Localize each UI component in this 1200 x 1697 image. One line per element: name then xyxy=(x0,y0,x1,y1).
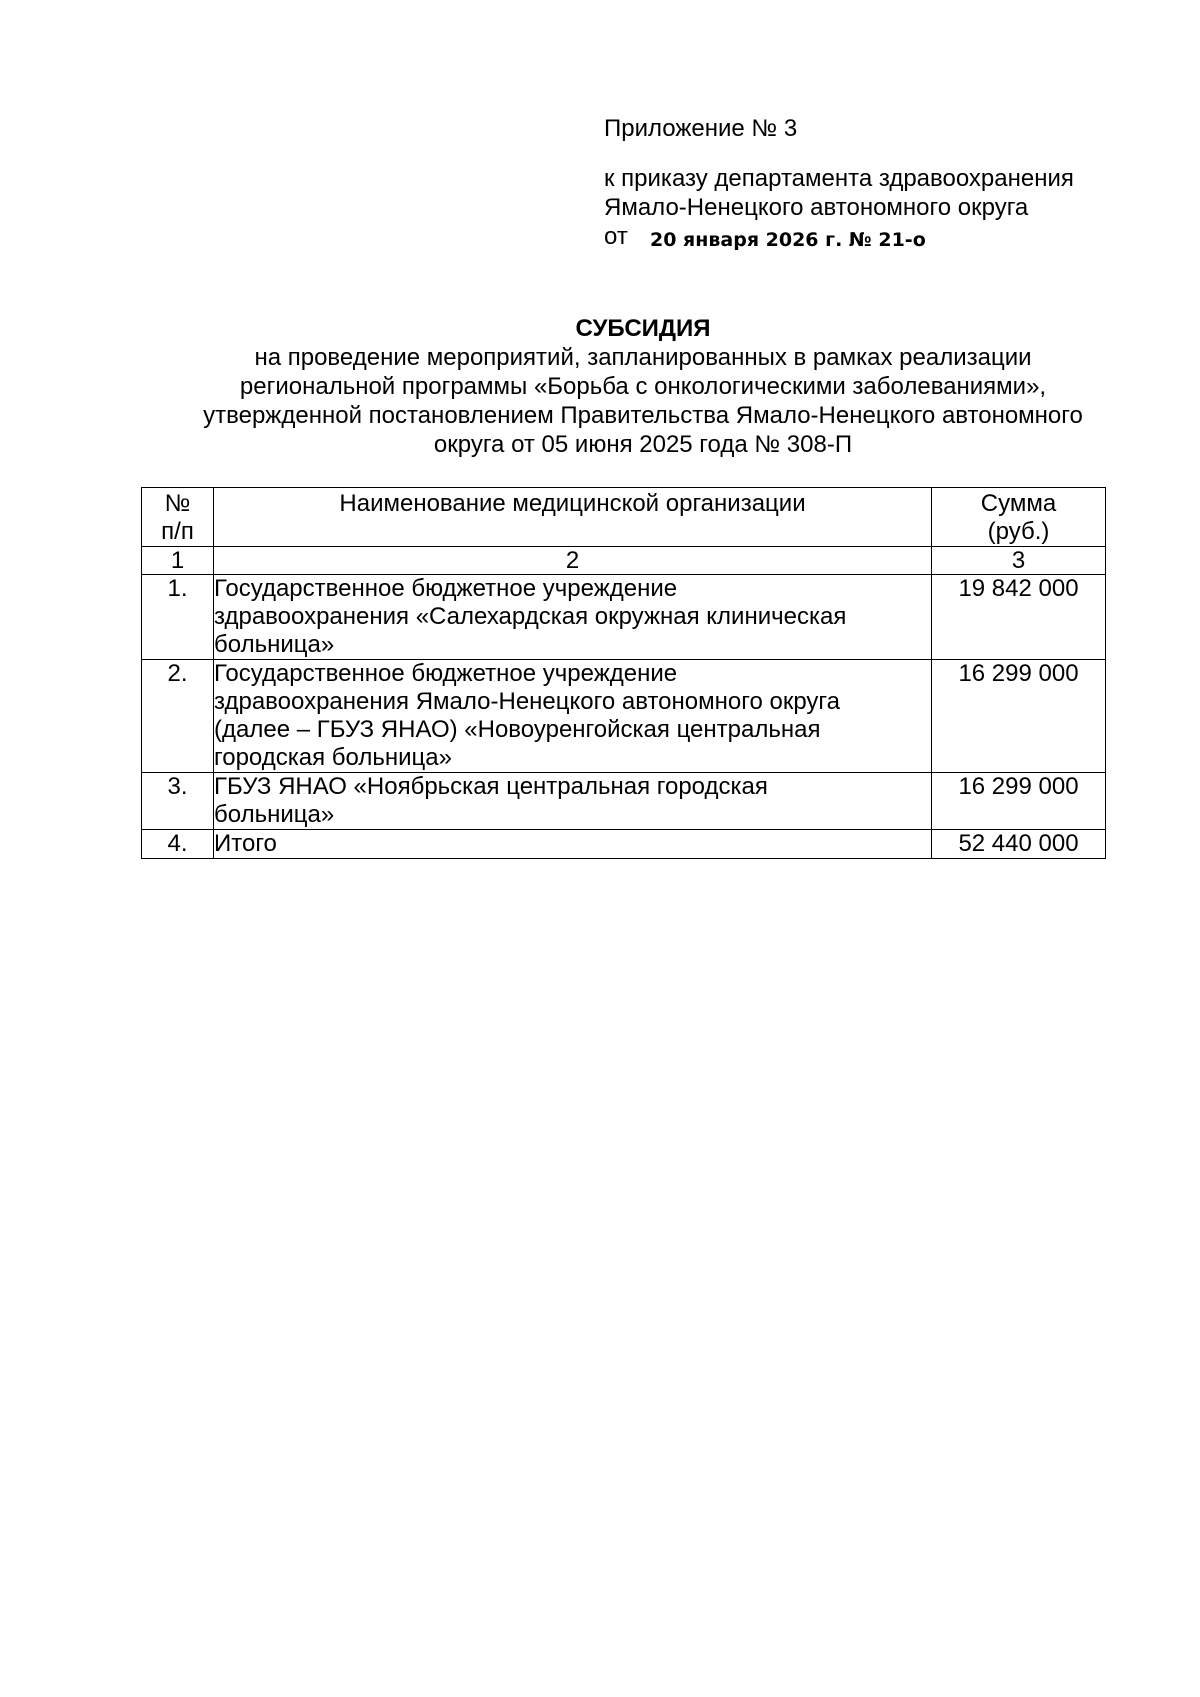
header-name-text: Наименование медицинской организации xyxy=(339,490,806,517)
heading-line-4: округа от 05 июня 2025 года № 308-П xyxy=(433,431,853,458)
organization-name xyxy=(214,660,932,773)
date-stamp: 20 января 2026 г. № 21-о xyxy=(650,229,926,251)
total-label xyxy=(214,830,932,859)
row-number: 3. xyxy=(142,773,214,830)
header-num-line-1: № xyxy=(164,490,191,517)
heading-line-2: региональной программы «Борьба с онкологическими заболеваниями», xyxy=(239,373,1047,400)
organization-name-line: Государственное бюджетное учреждение xyxy=(214,660,678,687)
appendix-order-line: к приказу департамента здравоохранения xyxy=(604,165,1074,192)
total-row xyxy=(142,830,1106,859)
header-num-line-2: п/п xyxy=(161,518,194,545)
header-sum-line-2: (руб.) xyxy=(987,518,1050,545)
header-sum xyxy=(932,488,1106,547)
row-number: 2. xyxy=(142,660,214,773)
organization-name-line: Государственное бюджетное учреждение xyxy=(214,575,678,602)
organization-name xyxy=(214,575,932,660)
subsidy-amount: 16 299 000 xyxy=(932,660,1106,773)
column-index-3: 3 xyxy=(932,547,1106,575)
subsidy-amount: 19 842 000 xyxy=(932,575,1106,660)
organization-name-line: здравоохранения «Салехардская окружная клиническая xyxy=(214,603,847,630)
header-name xyxy=(214,488,932,547)
table-row xyxy=(142,773,1106,830)
total-amount: 52 440 000 xyxy=(932,830,1106,859)
organization-name-line: ГБУЗ ЯНАО «Ноябрьская центральная городская xyxy=(214,773,768,800)
heading-line-1: на проведение мероприятий, запланированных в рамках реализации xyxy=(254,344,1032,371)
column-index-2: 2 xyxy=(214,547,932,575)
document-heading xyxy=(120,314,1166,459)
organization-name-line: больница» xyxy=(214,631,335,658)
organization-name-line: больница» xyxy=(214,801,335,828)
table-row xyxy=(142,575,1106,660)
row-number: 4. xyxy=(142,830,214,859)
organization-name-line: городская больница» xyxy=(214,744,452,771)
appendix-block xyxy=(604,114,1164,253)
header-num xyxy=(142,488,214,547)
total-label-text: Итого xyxy=(214,830,277,857)
header-sum-line-1: Сумма xyxy=(980,490,1057,517)
organization-name-line: здравоохранения Ямало-Ненецкого автономного округа xyxy=(214,688,840,715)
organization-name-line: (далее – ГБУЗ ЯНАО) «Новоуренгойская центральная xyxy=(214,716,821,743)
appendix-title: Приложение № 3 xyxy=(604,115,798,142)
heading-line-3: утвержденной постановлением Правительства Ямало-Ненецкого автономного xyxy=(203,402,1083,429)
subsidy-table xyxy=(141,487,1106,859)
appendix-region-line: Ямало-Ненецкого автономного округа xyxy=(604,194,1029,221)
table-header-row xyxy=(142,488,1106,547)
date-prefix: от xyxy=(604,223,628,250)
subsidy-amount: 16 299 000 xyxy=(932,773,1106,830)
row-number: 1. xyxy=(142,575,214,660)
table-row xyxy=(142,660,1106,773)
document-title: СУБСИДИЯ xyxy=(575,315,711,342)
column-index-row xyxy=(142,547,1106,575)
column-index-1: 1 xyxy=(142,547,214,575)
appendix-date-row xyxy=(604,222,1164,253)
organization-name xyxy=(214,773,932,830)
